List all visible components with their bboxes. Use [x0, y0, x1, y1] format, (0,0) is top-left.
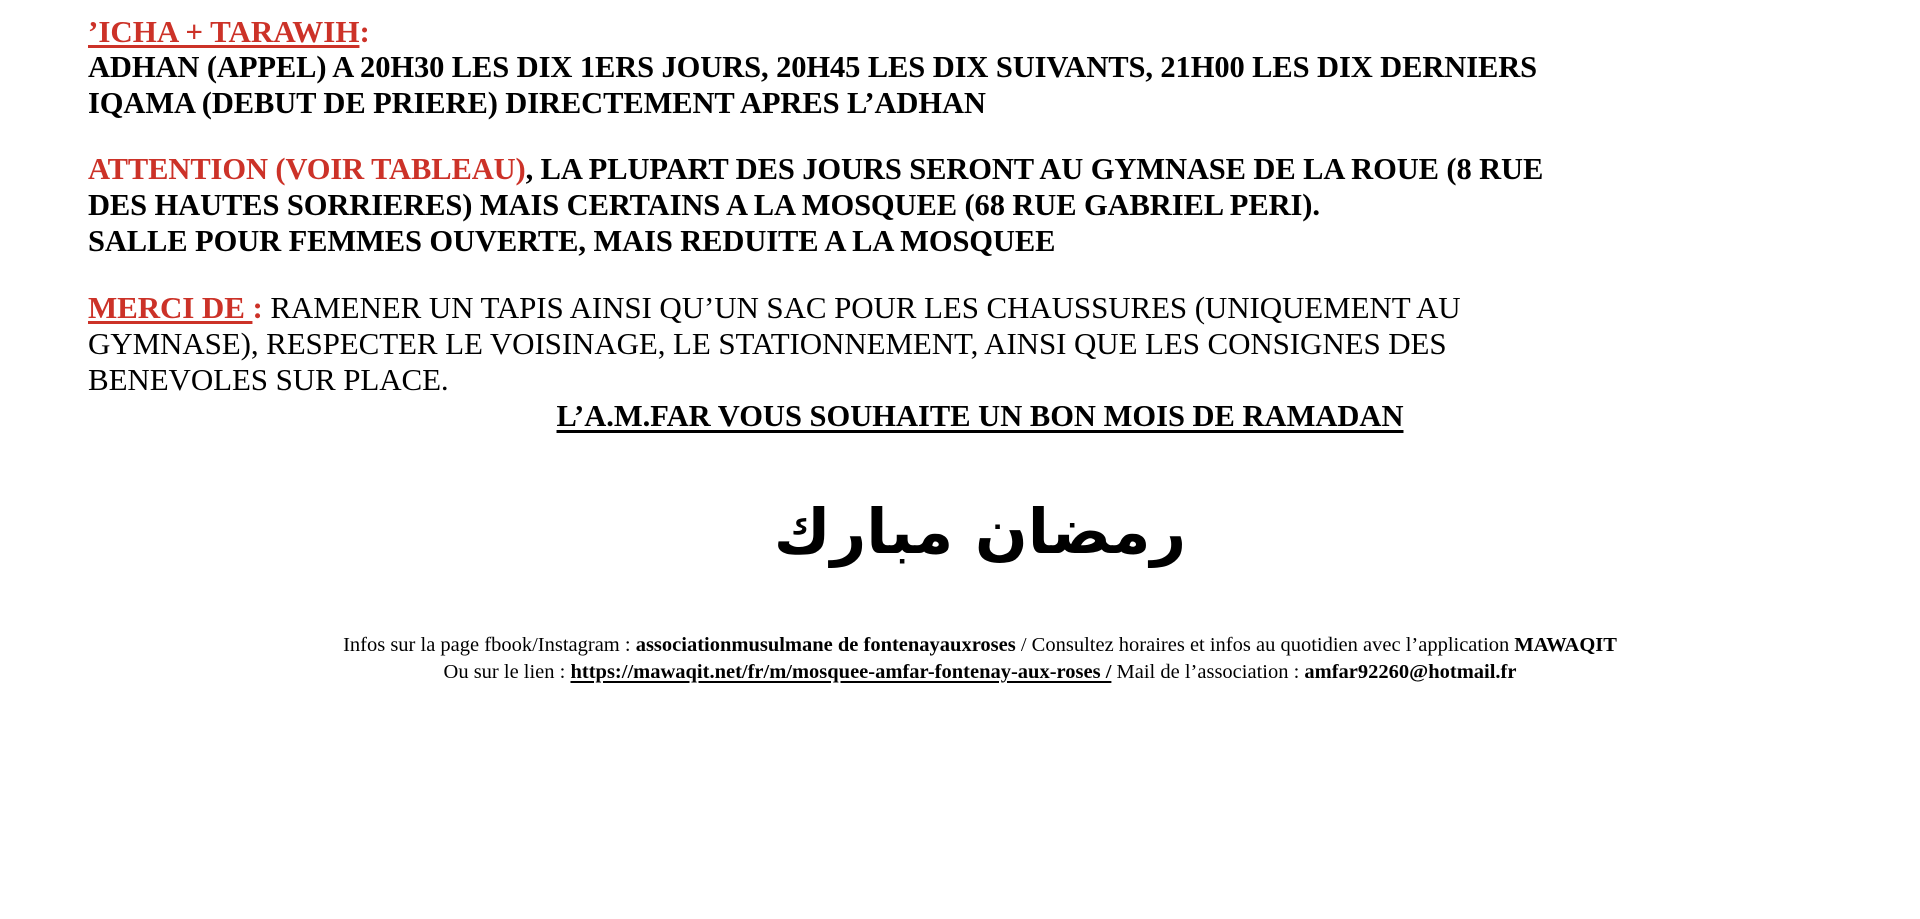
icha-adhan-line: ADHAN (APPEL) A 20H30 LES DIX 1ERS JOURS, 20H45 LES DIX SUIVANTS, 21H00 LES DIX DERNIERS	[88, 50, 1537, 85]
greeting-line	[88, 399, 1872, 435]
icha-heading-text: ’ICHA + TARAWIH	[88, 14, 360, 49]
attention-line-1	[88, 152, 1872, 188]
merci-line-1	[88, 290, 1872, 326]
footer-line-2	[88, 659, 1872, 686]
footer-line-1	[88, 632, 1872, 659]
footer-line-2-middle: Mail de l’association :	[1111, 660, 1305, 683]
merci-heading-text: MERCI DE	[88, 289, 253, 325]
footer-line-1-middle: / Consultez horaires et infos au quotidien avec l’application	[1015, 634, 1515, 657]
mawaqit-link[interactable]: https://mawaqit.net/fr/m/mosquee-amfar-fontenay-aux-roses /	[570, 660, 1112, 683]
merci-heading-colon: :	[252, 289, 263, 325]
merci-line-1-rest: RAMENER UN TAPIS AINSI QU’UN SAC POUR LES CHAUSSURES (UNIQUEMENT AU	[262, 289, 1461, 325]
attention-line-3: SALLE POUR FEMMES OUVERTE, MAIS REDUITE A LA MOSQUEE	[88, 223, 1056, 258]
footer-email: amfar92260@hotmail.fr	[1304, 660, 1517, 683]
icha-heading	[88, 14, 1872, 50]
footer-app-name: MAWAQIT	[1514, 634, 1617, 657]
greeting-text: L’A.M.FAR VOUS SOUHAITE UN BON MOIS DE RAMADAN	[556, 398, 1404, 433]
icha-heading-colon: :	[359, 14, 370, 49]
spacer-after-icha	[88, 122, 1872, 152]
footer-line-1-prefix: Infos sur la page fbook/Instagram :	[343, 634, 636, 657]
footer	[88, 632, 1872, 685]
spacer-after-attention	[88, 260, 1872, 290]
section-icha-tarawih	[88, 14, 1872, 122]
attention-line-1-rest: , LA PLUPART DES JOURS SERONT AU GYMNASE DE LA ROUE (8 RUE	[525, 152, 1544, 187]
section-merci	[88, 290, 1872, 399]
footer-social-handle: associationmusulmane de fontenayauxroses	[635, 634, 1016, 657]
attention-line-2: DES HAUTES SORRIERES) MAIS CERTAINS A LA MOSQUEE (68 RUE GABRIEL PERI).	[88, 187, 1320, 222]
footer-line-2-prefix: Ou sur le lien :	[443, 660, 571, 683]
icha-iqama-line: IQAMA (DEBUT DE PRIERE) DIRECTEMENT APRES L’ADHAN	[88, 86, 986, 121]
attention-heading-text: ATTENTION (VOIR TABLEAU)	[88, 152, 526, 187]
section-attention	[88, 152, 1872, 259]
merci-line-2: GYMNASE), RESPECTER LE VOISINAGE, LE STATIONNEMENT, AINSI QUE LES CONSIGNES DES	[88, 325, 1447, 361]
merci-line-3: BENEVOLES SUR PLACE.	[88, 362, 449, 398]
arabic-greeting: رمضان مبارك	[773, 494, 1187, 568]
